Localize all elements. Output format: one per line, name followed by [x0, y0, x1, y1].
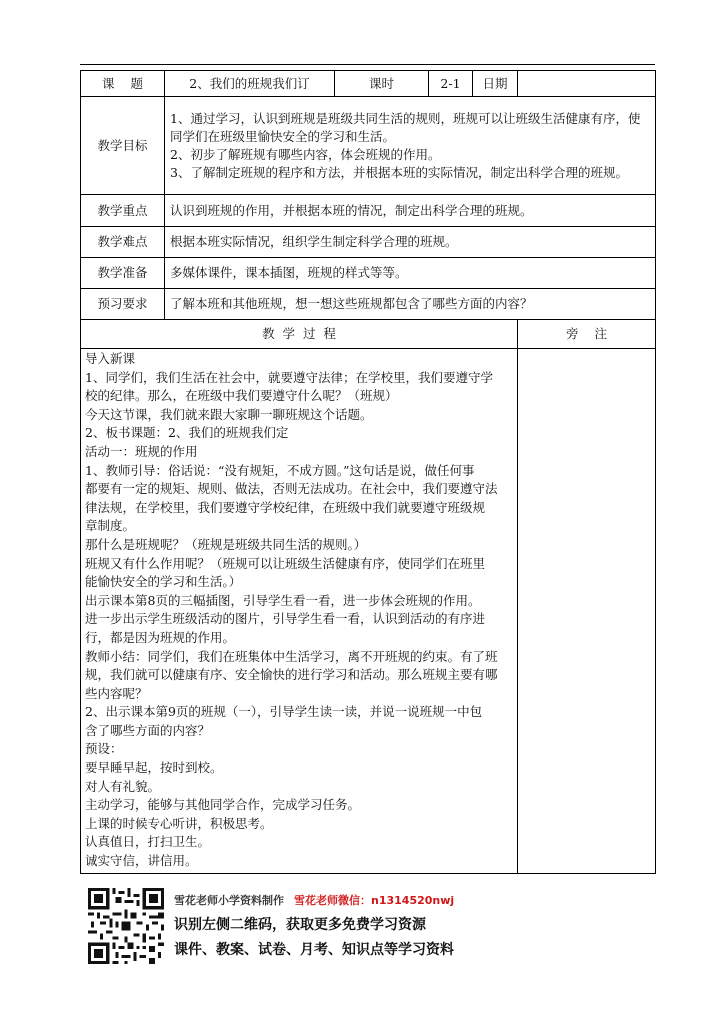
process-line: 认真值日，打扫卫生。	[85, 834, 211, 850]
top-rule	[80, 64, 655, 65]
process-line: 章制度。	[85, 518, 136, 534]
process-line: 预设：	[85, 741, 123, 757]
difficulty-row	[81, 227, 656, 258]
goals-content	[165, 97, 656, 195]
promo-footer	[88, 888, 648, 966]
process-line: 2、出示课本第9页的班规（一），引导学生读一读，并说一说班规一中包	[85, 704, 483, 720]
process-line: 要早睡早起，按时到校。	[85, 760, 223, 776]
process-line: 些内容呢？	[85, 685, 148, 701]
prep-content: 多媒体课件，课本插图，班规的样式等等。	[165, 258, 656, 289]
difficulty-label: 教学难点	[81, 227, 165, 258]
topic-label: 课 题	[81, 71, 165, 97]
process-line: 规，我们就可以健康有序、安全愉快的进行学习和活动。那么班规主要有哪	[85, 667, 498, 683]
goals-row	[81, 97, 656, 195]
process-line: 律法规，在学校里，我们要遵守学校纪律，在班级中我们就要遵守班级规	[85, 499, 486, 515]
process-line: 2、板书课题：2、我们的班规我们定	[85, 425, 289, 441]
process-line: 主动学习，能够与其他同学合作，完成学习任务。	[85, 797, 361, 813]
lesson-plan-table	[80, 70, 656, 874]
goal-item: 1、通过学习，认识到班规是班级共同生活的规则，班规可以让班级生活健康有序，使同学们在班级里愉快安全的学习和生活。	[170, 110, 641, 144]
prep-label: 教学准备	[81, 258, 165, 289]
process-line: 上课的时候专心听讲，积极思考。	[85, 815, 273, 831]
process-header-row	[81, 320, 656, 349]
preview-content: 了解本班和其他班规，想一想这些班规都包含了哪些方面的内容？	[165, 289, 656, 320]
process-line: 出示课本第8页的三幅插图，引导学生看一看，进一步体会班规的作用。	[85, 592, 481, 608]
footer-scan-line: 识别左侧二维码，获取更多免费学习资源	[174, 917, 426, 933]
process-line: 校的纪律。那么，在班级中我们要遵守什么呢？（班规）	[85, 388, 398, 404]
period-value: 2-1	[429, 71, 473, 97]
qr-code-icon[interactable]	[88, 888, 164, 964]
preview-row	[81, 289, 656, 320]
header-row	[81, 71, 656, 97]
process-line: 诚实守信，讲信用。	[85, 853, 198, 869]
date-label: 日期	[473, 71, 518, 97]
process-line: 都要有一定的规矩、规则、做法，否则无法成功。在社会中，我们要遵守法	[85, 481, 498, 497]
process-line: 对人有礼貌。	[85, 778, 161, 794]
prep-row	[81, 258, 656, 289]
key-label: 教学重点	[81, 195, 165, 227]
process-line: 教师小结：同学们，我们在班集体中生活学习，离不开班规的约束。有了班	[85, 648, 498, 664]
process-line: 能愉快安全的学习和生活。）	[85, 574, 242, 590]
maker-text: 雪花老师小学资料制作	[174, 894, 284, 907]
goal-item: 2、初步了解班规有哪些内容，体会班规的作用。	[170, 146, 441, 162]
process-body-row	[81, 349, 656, 874]
process-line: 含了哪些方面的内容？	[85, 722, 211, 738]
wechat-text: 雪花老师微信：n1314520nwj	[294, 894, 455, 907]
process-content	[81, 349, 518, 874]
process-line: 那什么是班规呢？（班规是班级共同生活的规则。）	[85, 536, 367, 552]
key-content: 认识到班规的作用，并根据本班的情况，制定出科学合理的班规。	[165, 195, 656, 227]
preview-label: 预习要求	[81, 289, 165, 320]
process-line: 1、同学们，我们生活在社会中，就要遵守法律；在学校里，我们要遵守学	[85, 369, 493, 385]
period-label: 课时	[335, 71, 429, 97]
process-title: 教 学 过 程	[81, 320, 518, 349]
notes-column	[518, 349, 656, 874]
process-line: 行，都是因为班规的作用。	[85, 629, 236, 645]
process-line: 1、教师引导：俗话说：“没有规矩，不成方圆。”这句话是说，做任何事	[85, 462, 475, 478]
key-row	[81, 195, 656, 227]
date-value	[518, 71, 656, 97]
goals-label: 教学目标	[81, 97, 165, 195]
process-line: 班规又有什么作用呢？（班规可以让班级生活健康有序，使同学们在班里	[85, 555, 486, 571]
notes-title: 旁 注	[518, 320, 656, 349]
difficulty-content: 根据本班实际情况，组织学生制定科学合理的班规。	[165, 227, 656, 258]
process-line: 导入新课	[85, 351, 136, 366]
footer-source-line	[174, 892, 454, 908]
footer-resources-line: 课件、教案、试卷、月考、知识点等学习资料	[174, 942, 454, 958]
process-line: 进一步出示学生班级活动的图片，引导学生看一看，认识到活动的有序进	[85, 611, 486, 627]
process-line: 今天这节课，我们就来跟大家聊一聊班规这个话题。	[85, 406, 373, 422]
goal-item: 3、了解制定班规的程序和方法，并根据本班的实际情况，制定出科学合理的班规。	[170, 164, 628, 180]
process-line: 活动一：班规的作用	[85, 443, 198, 459]
topic-value: 2、我们的班规我们订	[165, 71, 335, 97]
